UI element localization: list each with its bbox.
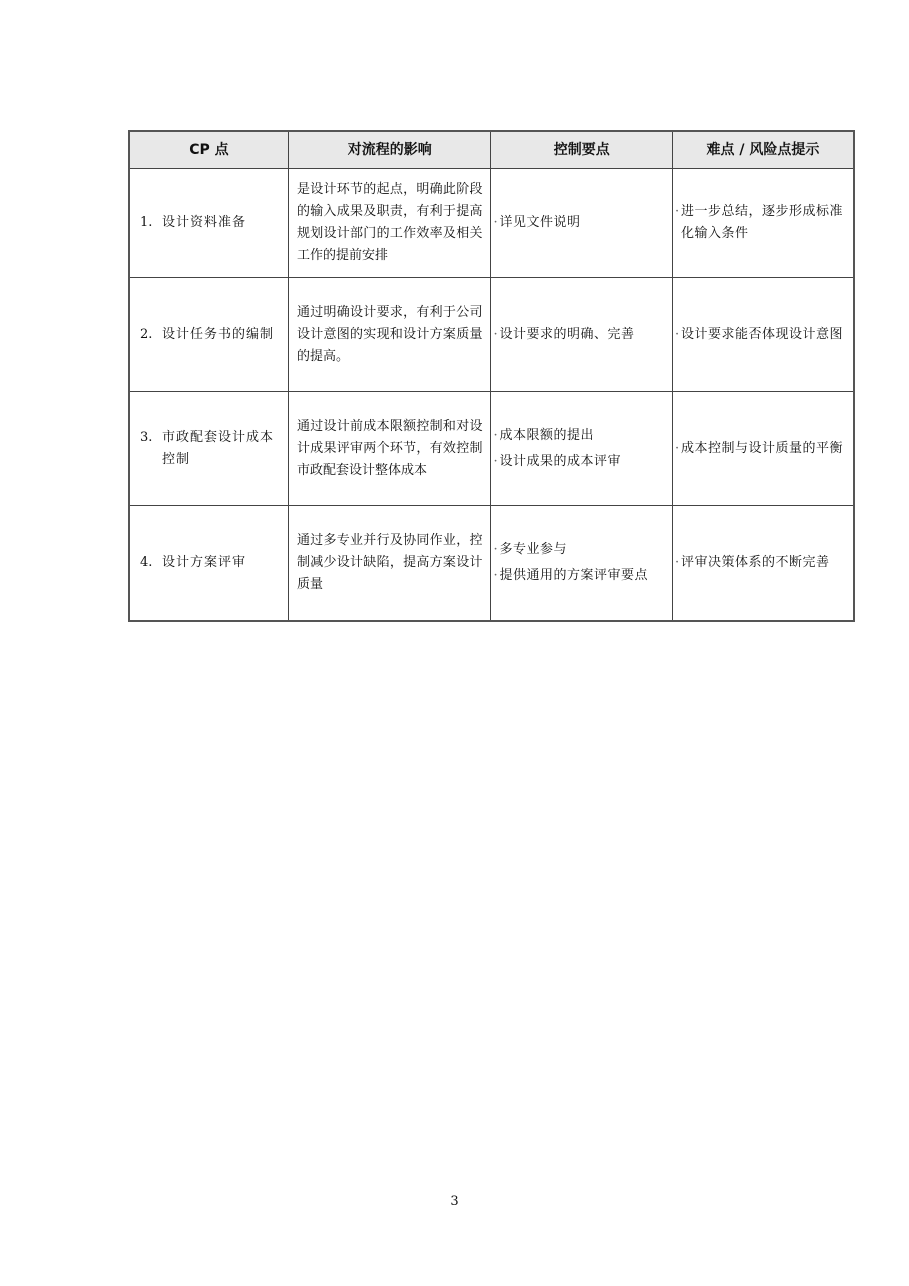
bullet-icon: · [493,568,498,583]
bullet-icon: · [493,542,498,557]
bullet-icon: · [493,427,498,443]
impact-cell: 是设计环节的起点，明确此阶段的输入成果及职责，有利于提高规划设计部门的工作效率及相关工作的提前安排 [288,169,491,278]
list-item: · 评审决策体系的不断完善 [675,552,847,574]
control-cell [491,169,673,278]
cp-cell [129,169,288,278]
list-item: · 成本限额的提出 [493,425,666,447]
cp-label: 设计任务书的编制 [162,326,275,342]
cp-number: 4. [140,555,153,570]
table-row [129,278,854,392]
header-control-points: 控制要点 [491,131,673,169]
list-item: · 设计要求能否体现设计意图 [675,324,847,346]
page-number: 3 [450,1194,459,1209]
cp-cell [129,392,288,506]
control-cell [491,506,673,622]
cp-label: 市政配套设计成本控制 [162,429,275,467]
bullet-icon: · [493,215,498,230]
cp-cell [129,278,288,392]
cp-number: 3. [140,429,153,445]
table-header-row [129,131,854,169]
list-item: · 多专业参与 [493,539,666,561]
cp-number: 1. [140,215,153,230]
table-row [129,169,854,278]
impact-cell: 通过设计前成本限额控制和对设计成果评审两个环节，有效控制市政配套设计整体成本 [288,392,491,506]
cp-cell [129,506,288,622]
risk-cell [672,278,854,392]
list-item: · 设计成果的成本评审 [493,451,666,473]
header-risk-points: 难点 / 风险点提示 [672,131,854,169]
risk-cell [672,506,854,622]
list-item: · 详见文件说明 [493,212,666,234]
table-row [129,506,854,622]
list-item: · 提供通用的方案评审要点 [493,565,666,587]
list-item: · 设计要求的明确、完善 [493,324,666,346]
table-row [129,392,854,506]
bullet-icon: · [674,555,680,570]
header-impact: 对流程的影响 [288,131,491,169]
bullet-icon: · [674,440,680,456]
cp-label: 设计资料准备 [162,215,247,230]
control-cell [491,392,673,506]
cp-table [128,130,855,622]
list-item: · 进一步总结，逐步形成标准化输入条件 [675,201,847,245]
bullet-icon: · [493,453,498,469]
header-cp: CP 点 [129,131,288,169]
bullet-icon: · [674,204,680,219]
impact-cell: 通过多专业并行及协同作业，控制减少设计缺陷，提高方案设计质量 [288,506,491,622]
bullet-icon: · [493,326,498,342]
bullet-icon: · [674,326,680,342]
control-cell [491,278,673,392]
risk-cell [672,169,854,278]
cp-number: 2. [140,326,153,342]
risk-cell [672,392,854,506]
list-item: · 成本控制与设计质量的平衡 [675,438,847,460]
cp-label: 设计方案评审 [162,555,247,570]
impact-cell: 通过明确设计要求，有利于公司设计意图的实现和设计方案质量的提高。 [288,278,491,392]
